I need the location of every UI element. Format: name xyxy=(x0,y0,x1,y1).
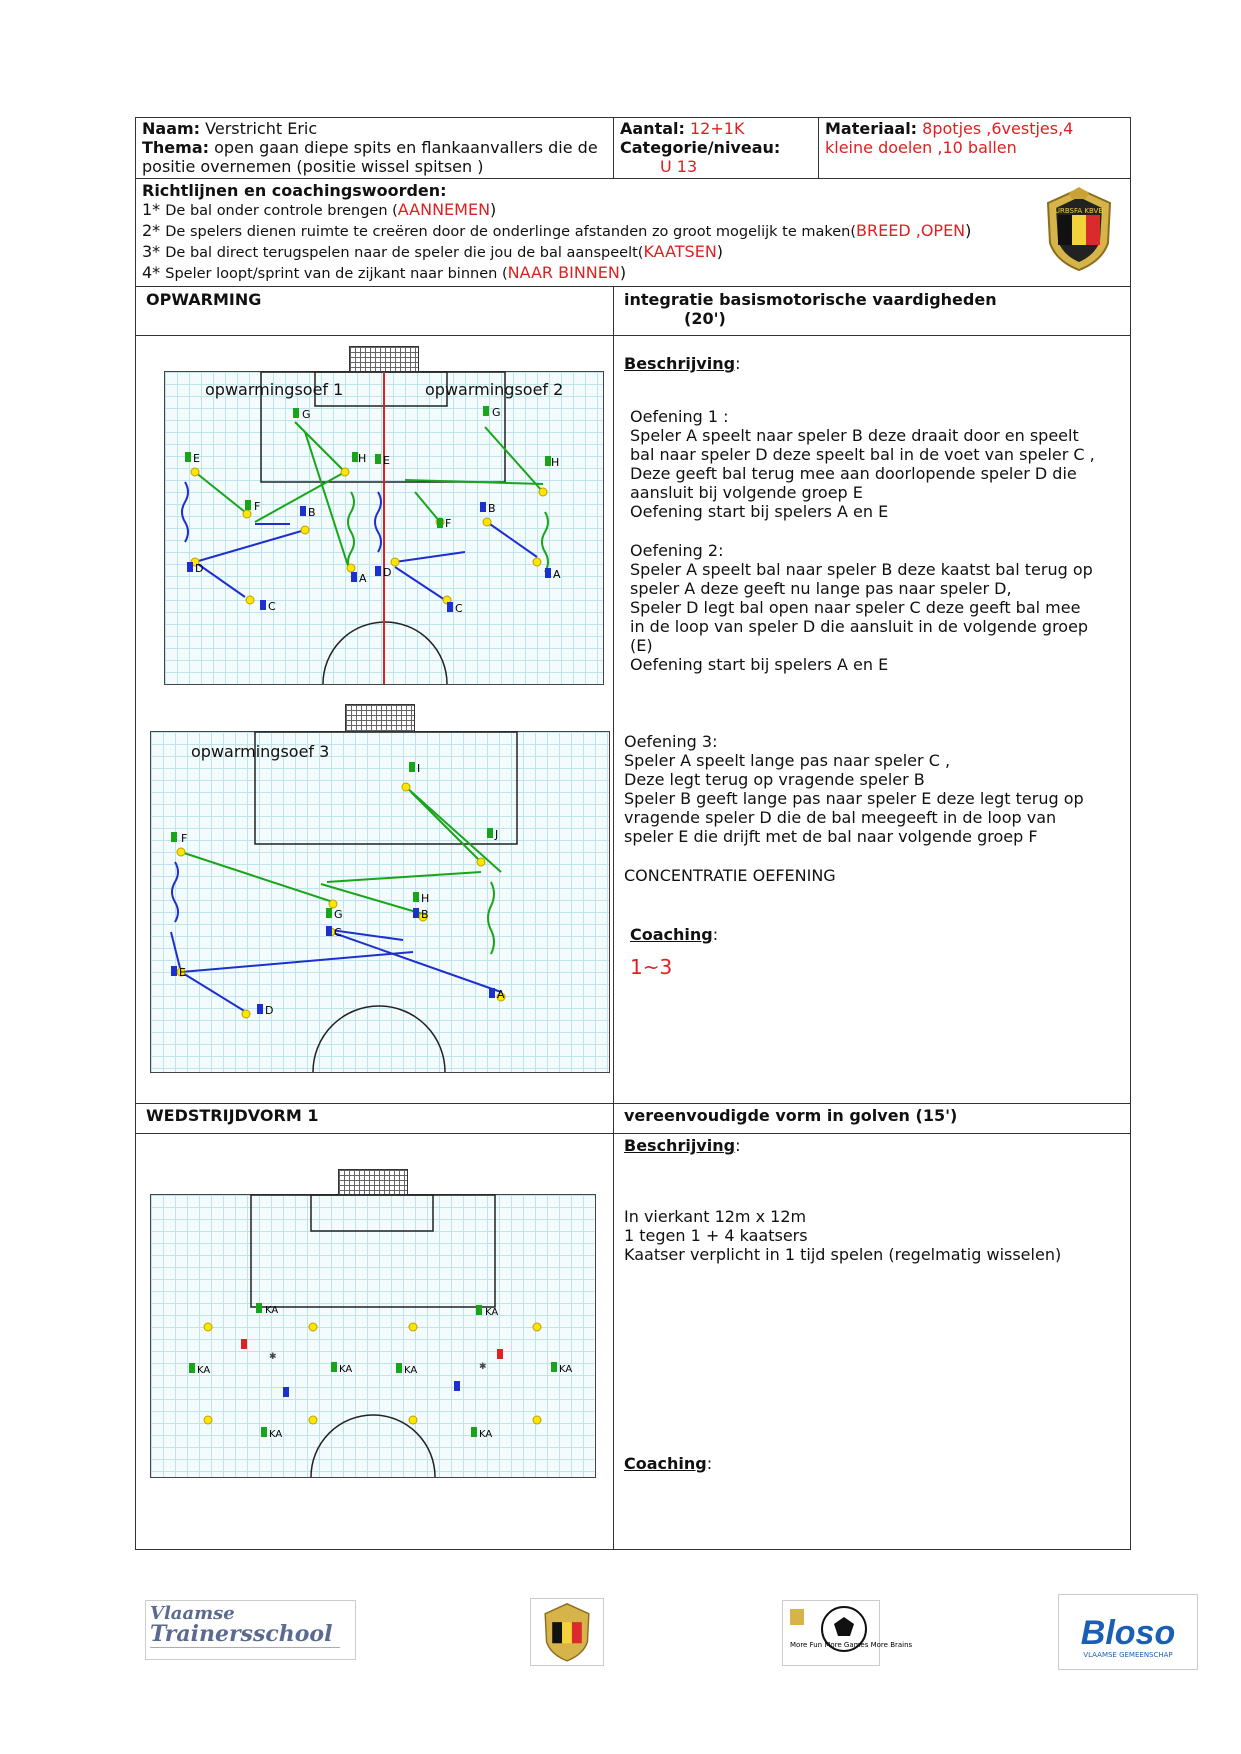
richtlijn-item: 1* De bal onder controle brengen (AANNEMEN) xyxy=(142,200,497,219)
coaching-label: Coaching xyxy=(630,925,713,944)
thema-label: Thema: xyxy=(142,138,210,157)
richtlijnen-cell xyxy=(136,179,1131,287)
svg-text:B: B xyxy=(488,502,496,515)
wedstrijdvorm-subtitle: vereenvoudigde vorm in golven (15') xyxy=(614,1104,1131,1134)
oefening-1-line: aansluit bij volgende groep E xyxy=(630,483,863,502)
oefening-2-line: Oefening 2: xyxy=(630,541,724,560)
svg-text:KA: KA xyxy=(197,1365,211,1376)
oefening-3-line: Oefening 3: xyxy=(624,732,718,751)
wedstrijdvorm-diagram-cell xyxy=(136,1134,614,1550)
svg-text:KA: KA xyxy=(559,1364,573,1375)
svg-text:KA: KA xyxy=(485,1307,499,1318)
categorie-label: Categorie/niveau: xyxy=(620,138,781,157)
opwarming-description-cell: Beschrijving: Oefening 1 : Speler A speelt naar speler B deze draait door en speelt bal naar speler D deze speelt bal in de voet van speler C , Deze geeft bal terug mee aan doorlopende speler D die aansluit bij volgende groep E Oefening start bij spelers A en E Oefening 2: Speler A speelt bal naar speler B deze kaatst bal terug op speler A deze geeft nu lange pas naar speler D, Speler D legt bal open naar speler C deze geeft bal mee in de loop van speler D die aansluit in de volgende groep (E) Oefening start bij spelers A en E Oefening 3: Speler A speelt lange pas naar speler C , Deze legt terug op vragende speler B Speler B geeft lange pas naar speler E deze legt terug op vragende speler D die de bal meegeeft in de loop van speler E die drijft met de bal naar volgende groep F CONCENTRATIE OEFENING Coaching: 1~3 xyxy=(614,336,1131,1104)
field-wedstrijdvorm xyxy=(150,1194,596,1478)
opwarming-subtitle: integratie basismotorische vaardigheden (20') xyxy=(614,287,1131,336)
svg-text:E: E xyxy=(179,966,186,979)
field-lines-3 xyxy=(151,732,609,1072)
oefening-1-line: Oefening 1 : xyxy=(630,407,729,426)
coaching-value: 1~3 xyxy=(630,955,673,979)
field-oef-1-2 xyxy=(164,371,604,685)
oefening-2-line: (E) xyxy=(630,636,653,655)
oefening-3-text xyxy=(624,732,1120,846)
oefening-2-line: speler A deze geeft nu lange pas naar speler D, xyxy=(630,579,1012,598)
richtlijn-item: 4* Speler loopt/sprint van de zijkant naar binnen (NAAR BINNEN) xyxy=(142,263,627,282)
svg-text:✱: ✱ xyxy=(479,1362,487,1372)
header-naam-thema xyxy=(136,118,614,179)
svg-text:A: A xyxy=(359,572,367,585)
beschrijving-label: Beschrijving xyxy=(624,354,736,373)
svg-text:KA: KA xyxy=(265,1305,279,1316)
opwarming-diagrams-cell xyxy=(136,336,614,1104)
oefening-2-text xyxy=(624,541,1120,674)
svg-text:F: F xyxy=(254,500,261,513)
wedstrijdvorm-line: In vierkant 12m x 12m xyxy=(624,1207,807,1226)
field-lines-1 xyxy=(165,372,603,684)
svg-text:E: E xyxy=(383,454,390,467)
wv-coaching-label: Coaching xyxy=(624,1454,707,1473)
svg-text:H: H xyxy=(551,456,560,469)
svg-text:✱: ✱ xyxy=(269,1352,277,1362)
kbvb-crest-icon xyxy=(1042,185,1116,273)
diagram-2-label: opwarmingsoef 2 xyxy=(425,380,564,399)
svg-text:G: G xyxy=(492,406,501,419)
svg-text:D: D xyxy=(195,562,204,575)
training-sheet xyxy=(135,117,1130,1547)
sheet-table xyxy=(135,117,1131,1550)
svg-text:A: A xyxy=(553,568,561,581)
svg-text:KA: KA xyxy=(339,1364,353,1375)
svg-text:J: J xyxy=(495,828,499,841)
svg-text:E: E xyxy=(193,452,200,465)
kbvb-footer-logo-icon xyxy=(530,1598,604,1666)
categorie-value: U 13 xyxy=(660,157,698,176)
header-materiaal xyxy=(819,118,1131,179)
svg-text:F: F xyxy=(181,832,188,845)
svg-text:KA: KA xyxy=(269,1429,283,1440)
aantal-label: Aantal: xyxy=(620,119,685,138)
svg-text:H: H xyxy=(358,452,367,465)
soccer-ball-icon xyxy=(786,1603,913,1663)
thema-value: open gaan diepe spits en flankaanvallers die de positie overnemen (positie wissel spitsen ) xyxy=(142,138,598,176)
bloso-logo: Bloso VLAAMSE GEMEENSCHAP xyxy=(1058,1594,1198,1670)
vlaamse-trainersschool-logo: Vlaamse Trainersschool xyxy=(145,1600,356,1660)
svg-text:KA: KA xyxy=(479,1429,493,1440)
svg-text:C: C xyxy=(455,602,463,615)
wv-beschrijving-label: Beschrijving xyxy=(624,1136,736,1155)
oefening-1-line: bal naar speler D deze speelt bal in de voet van speler C , xyxy=(630,445,1095,464)
svg-text:URBSFA KBVB: URBSFA KBVB xyxy=(1054,207,1104,215)
wedstrijdvorm-line: Kaatser verplicht in 1 tijd spelen (regelmatig wisselen) xyxy=(624,1245,1062,1264)
oefening-2-line: Speler D legt bal open naar speler C deze geeft bal mee xyxy=(630,598,1081,617)
wedstrijdvorm-line: 1 tegen 1 + 4 kaatsers xyxy=(624,1226,808,1245)
svg-text:B: B xyxy=(308,506,316,519)
svg-text:C: C xyxy=(334,926,342,939)
oefening-3-line: Speler A speelt lange pas naar speler C , xyxy=(624,751,951,770)
goal-wv xyxy=(151,1169,595,1195)
materiaal-value: 8potjes ,6vestjes,4 kleine doelen ,10 ballen xyxy=(825,119,1074,157)
diagram-3-label: opwarmingsoef 3 xyxy=(191,742,330,761)
oefening-3-line: vragende speler D die de bal meegeeft in de loop van xyxy=(624,808,1057,827)
svg-text:C: C xyxy=(268,600,276,613)
richtlijnen-list xyxy=(142,200,1124,284)
oefening-1-text xyxy=(624,407,1120,521)
svg-text:F: F xyxy=(445,517,452,530)
naam-label: Naam: xyxy=(142,119,201,138)
wedstrijdvorm-title: WEDSTRIJDVORM 1 xyxy=(136,1104,614,1134)
oefening-3-line: Speler B geeft lange pas naar speler E deze legt terug op xyxy=(624,789,1084,808)
more-fun-logo xyxy=(782,1600,913,1666)
svg-text:G: G xyxy=(302,408,311,421)
svg-text:More Fun More Games More Brain: More Fun More Games More Brains xyxy=(790,1641,913,1649)
richtlijnen-title: Richtlijnen en coachingswoorden: xyxy=(142,181,447,200)
richtlijn-item: 2* De spelers dienen ruimte te creëren door de onderlinge afstanden zo groot mogelijk te maken(BREED ,OPEN) xyxy=(142,221,972,240)
opwarming-title: OPWARMING xyxy=(136,287,614,336)
wedstrijdvorm-description-cell: Beschrijving: In vierkant 12m x 12m 1 tegen 1 + 4 kaatsers Kaatser verplicht in 1 tijd spelen (regelmatig wisselen) Coaching: xyxy=(614,1134,1131,1550)
oefening-1-line: Oefening start bij spelers A en E xyxy=(630,502,889,521)
svg-text:D: D xyxy=(265,1004,274,1017)
oefening-2-line: Oefening start bij spelers A en E xyxy=(630,655,889,674)
header-aantal xyxy=(614,118,819,179)
goal-3 xyxy=(151,704,609,732)
svg-text:KA: KA xyxy=(404,1365,418,1376)
field-lines-wv xyxy=(151,1195,595,1477)
svg-text:G: G xyxy=(334,908,343,921)
concentratie-text: CONCENTRATIE OEFENING xyxy=(624,866,836,885)
oefening-3-line: speler E die drijft met de bal naar volgende groep F xyxy=(624,827,1038,846)
diagram-1-label: opwarmingsoef 1 xyxy=(205,380,344,399)
oefening-1-line: Deze geeft bal terug mee aan doorlopende speler D die xyxy=(630,464,1077,483)
oefening-2-line: in de loop van speler D die aansluit in de volgende groep xyxy=(630,617,1089,636)
svg-text:I: I xyxy=(417,762,421,775)
svg-text:H: H xyxy=(421,892,430,905)
aantal-value: 12+1K xyxy=(690,119,745,138)
svg-text:B: B xyxy=(421,908,429,921)
wedstrijdvorm-lines xyxy=(624,1207,1120,1264)
goal-1 xyxy=(165,346,603,366)
svg-text:A: A xyxy=(497,988,505,1001)
naam-value: Verstricht Eric xyxy=(205,119,318,138)
oefening-3-line: Deze legt terug op vragende speler B xyxy=(624,770,925,789)
field-oef-3 xyxy=(150,731,610,1073)
svg-text:D: D xyxy=(383,566,392,579)
oefening-1-line: Speler A speelt naar speler B deze draait door en speelt xyxy=(630,426,1079,445)
richtlijn-item: 3* De bal direct terugspelen naar de speler die jou de bal aanspeelt(KAATSEN) xyxy=(142,242,724,261)
materiaal-label: Materiaal: xyxy=(825,119,918,138)
oefening-2-line: Speler A speelt bal naar speler B deze kaatst bal terug op xyxy=(630,560,1093,579)
